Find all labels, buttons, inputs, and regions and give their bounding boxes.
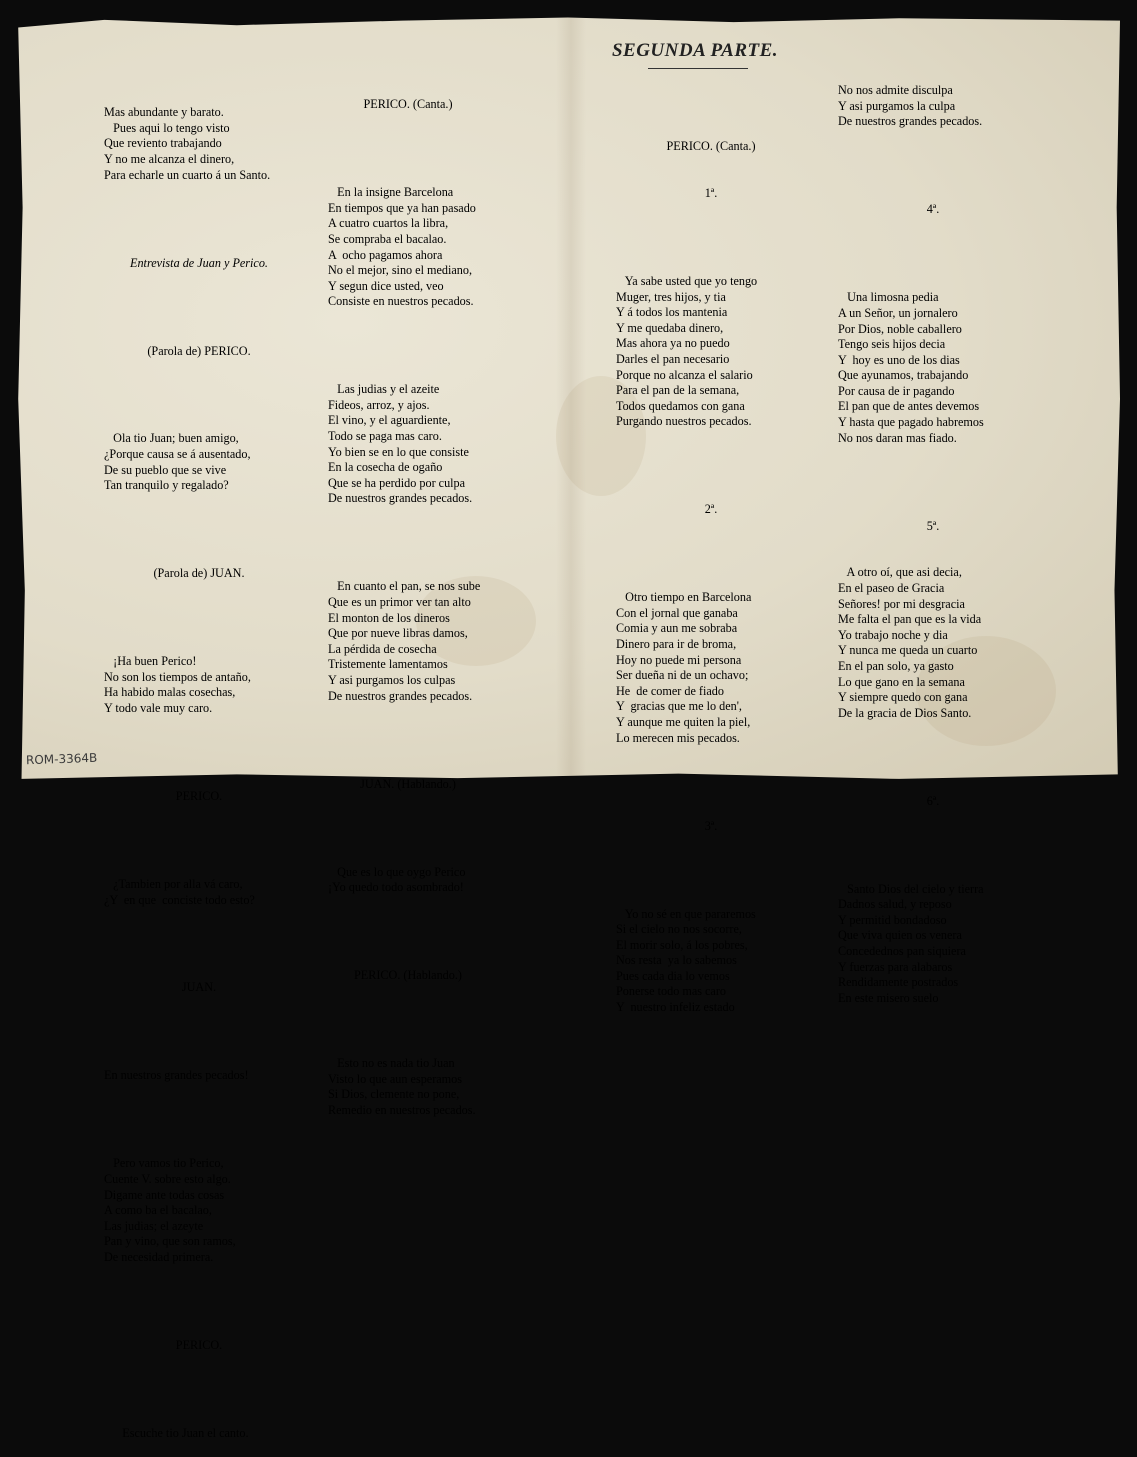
speaker-heading: PERICO. (Hablando.) <box>354 968 462 983</box>
verse-line: Ponerse todo mas caro <box>616 984 726 999</box>
stanza <box>616 274 816 430</box>
stanza <box>328 185 528 310</box>
stanza-number: 5ª. <box>926 518 940 533</box>
verse-line: Que reviento trabajando <box>104 136 222 151</box>
verse-line: Santo Dios del cielo y tierra <box>838 881 984 896</box>
verse-line: De necesidad primera. <box>104 1249 214 1264</box>
speaker-heading: JUAN. (Hablando.) <box>360 776 456 791</box>
verse-line: No son los tiempos de antaño, <box>104 669 251 684</box>
verse-line: Darles el pan necesario <box>616 351 730 366</box>
verse-line: A cuatro cuartos la libra, <box>328 216 449 231</box>
verse-line: El vino, y el aguardiente, <box>328 413 451 428</box>
verse-line: ¿Tambien por alla vá caro, <box>104 876 243 891</box>
verse-line: Para echarle un cuarto á un Santo. <box>104 167 271 182</box>
verse-line: Una limosna pedia <box>838 290 939 305</box>
column-2 <box>328 66 528 1134</box>
verse-line: Muger, tres hijos, y tia <box>616 289 726 304</box>
verse-line: En la cosecha de ogaño <box>328 460 443 475</box>
stanza-number: 3ª. <box>704 818 718 833</box>
verse-line: Remedio en nuestros pecados. <box>328 1102 476 1117</box>
verse-line: Señores! por mi desgracia <box>838 596 965 611</box>
verse-line: Y á todos los mantenia <box>616 305 728 320</box>
verse-line: Que viva quien os venera <box>838 928 962 943</box>
stanza <box>838 882 1038 1007</box>
verse-line: Porque no alcanza el salario <box>616 367 753 382</box>
verse-line: De nuestros grandes pecados. <box>838 114 983 129</box>
verse-line: Visto lo que aun esperamos <box>328 1071 462 1086</box>
verse-line: Que es un primor ver tan alto <box>328 595 471 609</box>
verse-line: Y asi purgamos los culpas <box>328 672 456 687</box>
verse-line: Yo trabajo noche y dia <box>838 627 948 642</box>
verse-line: Rendidamente postrados <box>838 975 959 990</box>
verse-line: El monton de los dineros <box>328 610 450 625</box>
stanza <box>104 1426 304 1442</box>
speaker-heading: PERICO. (Canta.) <box>363 97 453 112</box>
speaker-heading: (Parola de) JUAN. <box>153 566 245 581</box>
verse-line: Que es lo que oygo Perico <box>328 864 466 879</box>
verse-line: Comia y aun me sobraba <box>616 621 738 636</box>
stanza <box>328 382 528 507</box>
verse-line: En el pan solo, ya gasto <box>838 658 954 673</box>
verse-line: Y segun dice usted, veo <box>328 278 444 293</box>
verse-line: Ya sabe usted que yo tengo <box>616 273 758 288</box>
verse-line: En este misero suelo <box>838 990 939 1005</box>
verse-line: A ocho pagamos ahora <box>328 247 443 262</box>
verse-line: La pérdida de cosecha <box>328 641 437 656</box>
speaker-heading: PERICO. <box>175 1337 223 1352</box>
verse-line: No nos daran mas fiado. <box>838 430 957 445</box>
verse-line: Lo merecen mis pecados. <box>616 730 740 745</box>
verse-line: A un Señor, un jornalero <box>838 305 958 320</box>
verse-line: En tiempos que ya han pasado <box>328 200 476 215</box>
verse-line: Por Dios, noble caballero <box>838 321 962 336</box>
speaker-heading: PERICO. <box>175 788 223 803</box>
stanza <box>328 1056 528 1118</box>
verse-line: Y nuestro infeliz estado <box>616 1000 735 1015</box>
stanza <box>838 565 1038 721</box>
speaker-heading: JUAN. <box>181 980 217 995</box>
catalog-number: ROM-3364B <box>25 750 98 768</box>
verse-line: Fideos, arroz, y ajos. <box>328 397 430 412</box>
verse-line: Y me quedaba dinero, <box>616 320 724 335</box>
verse-line: Ser dueña ni de un ochavo; <box>616 668 749 683</box>
verse-line: Hoy no puede mi persona <box>616 652 742 667</box>
stanza <box>104 654 304 716</box>
verse-line: Purgando nuestros pecados. <box>616 414 752 429</box>
stanza <box>328 579 528 704</box>
column-4 <box>838 52 1038 1022</box>
stanza <box>104 1068 304 1084</box>
verse-line: He de comer de fiado <box>616 683 724 698</box>
verse-line: Y aunque me quiten la piel, <box>616 714 751 729</box>
verse-line: Que se ha perdido por culpa <box>328 475 466 490</box>
verse-line: Nos resta ya lo sabemos <box>616 953 737 968</box>
verse-line: Todos quedamos con gana <box>616 398 745 413</box>
stanza <box>328 865 528 896</box>
verse-line: Pues cada dia lo vemos <box>616 968 730 983</box>
verse-line: Lo que gano en la semana <box>838 674 965 689</box>
column-1 <box>104 74 304 1457</box>
column-3 <box>616 108 816 1031</box>
stanza-number: 6ª. <box>926 793 940 808</box>
verse-line: Ha habido malas cosechas, <box>104 685 236 700</box>
verse-line: Yo no sé en que pararemos <box>616 906 756 921</box>
verse-line: ¡Yo quedo todo asombrado! <box>328 880 464 895</box>
stanza <box>104 877 304 908</box>
verse-line: Pues aqui lo tengo visto <box>104 120 230 135</box>
verse-line: Todo se paga mas caro. <box>328 429 442 444</box>
verse-line: El morir solo, á los pobres, <box>616 937 748 952</box>
verse-line: Si el cielo no nos socorre, <box>616 922 742 937</box>
speaker-heading: (Parola de) PERICO. <box>147 343 251 358</box>
verse-line: Escuche tio Juan el canto. <box>104 1425 249 1440</box>
verse-line: Y hasta que pagado habremos <box>838 415 984 430</box>
stanza <box>616 907 816 1016</box>
stanza <box>104 431 304 493</box>
verse-line: De su pueblo que se vive <box>104 462 227 477</box>
verse-line: De nuestros grandes pecados. <box>328 491 473 506</box>
verse-line: De la gracia de Dios Santo. <box>838 705 972 720</box>
stanza <box>838 83 1038 130</box>
verse-line: En cuanto el pan, se nos sube <box>328 579 481 594</box>
verse-line: Yo bien se en lo que consiste <box>328 444 469 459</box>
verse-line: Si Dios, clemente no pone, <box>328 1087 460 1102</box>
stanza <box>616 590 816 746</box>
verse-line: ¿Porque causa se á ausentado, <box>104 447 251 462</box>
verse-line: Pan y vino, que son ramos, <box>104 1234 236 1249</box>
speaker-heading: PERICO. (Canta.) <box>666 139 756 154</box>
verse-line: A otro oí, que asi decia, <box>838 565 962 580</box>
stanza-number: 1ª. <box>704 185 718 200</box>
verse-line: Me falta el pan que es la vida <box>838 612 982 627</box>
verse-line: Para el pan de la semana, <box>616 383 740 398</box>
verse-line: Y gracias que me lo den', <box>616 699 742 714</box>
verse-line: Y nunca me queda un cuarto <box>838 643 978 658</box>
verse-line: Pero vamos tio Perico, <box>104 1156 224 1171</box>
section-heading: Entrevista de Juan y Perico. <box>130 255 268 270</box>
verse-line: Y permitid bondadoso <box>838 912 947 927</box>
verse-line: En nuestros grandes pecados! <box>104 1068 249 1083</box>
title-rule <box>648 68 748 69</box>
verse-line: No el mejor, sino el mediano, <box>328 263 473 278</box>
verse-line: En la insigne Barcelona <box>328 185 454 200</box>
verse-line: Dinero para ir de broma, <box>616 637 737 651</box>
verse-line: Concedednos pan siquiera <box>838 944 966 959</box>
verse-line: Tristemente lamentamos <box>328 657 448 672</box>
verse-line: Cuente V. sobre esto algo. <box>104 1172 231 1186</box>
verse-line: Y no me alcanza el dinero, <box>104 151 235 166</box>
verse-line: En el paseo de Gracia <box>838 581 945 595</box>
stanza <box>104 1156 304 1265</box>
verse-line: Ola tio Juan; buen amigo, <box>104 431 239 446</box>
stanza-number: 2ª. <box>704 502 718 517</box>
verse-line: Por causa de ir pagando <box>838 383 955 398</box>
verse-line: Consiste en nuestros pecados. <box>328 294 474 309</box>
verse-line: El pan que de antes devemos <box>838 399 980 414</box>
verse-line: Dadnos salud, y reposo <box>838 897 952 912</box>
verse-line: Y fuerzas para alabaros <box>838 959 953 974</box>
verse-line: Las judias; el azeyte <box>104 1218 204 1233</box>
verse-line: A como ba el bacalao, <box>104 1203 212 1218</box>
verse-line: Y siempre quedo con gana <box>838 690 968 705</box>
verse-line: Digame ante todas cosas <box>104 1187 225 1202</box>
stanza-number: 4ª. <box>926 202 940 217</box>
verse-line: Otro tiempo en Barcelona <box>616 590 752 605</box>
stanza <box>104 105 304 183</box>
verse-line: De nuestros grandes pecados. <box>328 688 473 703</box>
verse-line: Mas abundante y barato. <box>104 105 224 120</box>
verse-line: Que ayunamos, trabajando <box>838 368 969 383</box>
verse-line: Mas ahora ya no puedo <box>616 336 730 351</box>
verse-line: Las judias y el azeite <box>328 382 440 397</box>
page-title: SEGUNDA PARTE. <box>611 40 779 61</box>
verse-line: Esto no es nada tio Juan <box>328 1056 455 1071</box>
verse-line: No nos admite disculpa <box>838 83 953 98</box>
verse-line: Tengo seis hijos decia <box>838 337 946 352</box>
verse-line: ¡Ha buen Perico! <box>104 654 197 669</box>
verse-line: Y hoy es uno de los dias <box>838 352 960 367</box>
verse-line: Se compraba el bacalao. <box>328 231 447 246</box>
verse-line: Con el jornal que ganaba <box>616 605 738 620</box>
verse-line: Y asi purgamos la culpa <box>838 98 956 113</box>
stanza <box>838 290 1038 446</box>
verse-line: ¿Y en que conciste todo esto? <box>104 892 255 907</box>
verse-line: Tan tranquilo y regalado? <box>104 478 229 493</box>
verse-line: Y todo vale muy caro. <box>104 700 213 715</box>
verse-line: Que por nueve libras damos, <box>328 626 468 641</box>
